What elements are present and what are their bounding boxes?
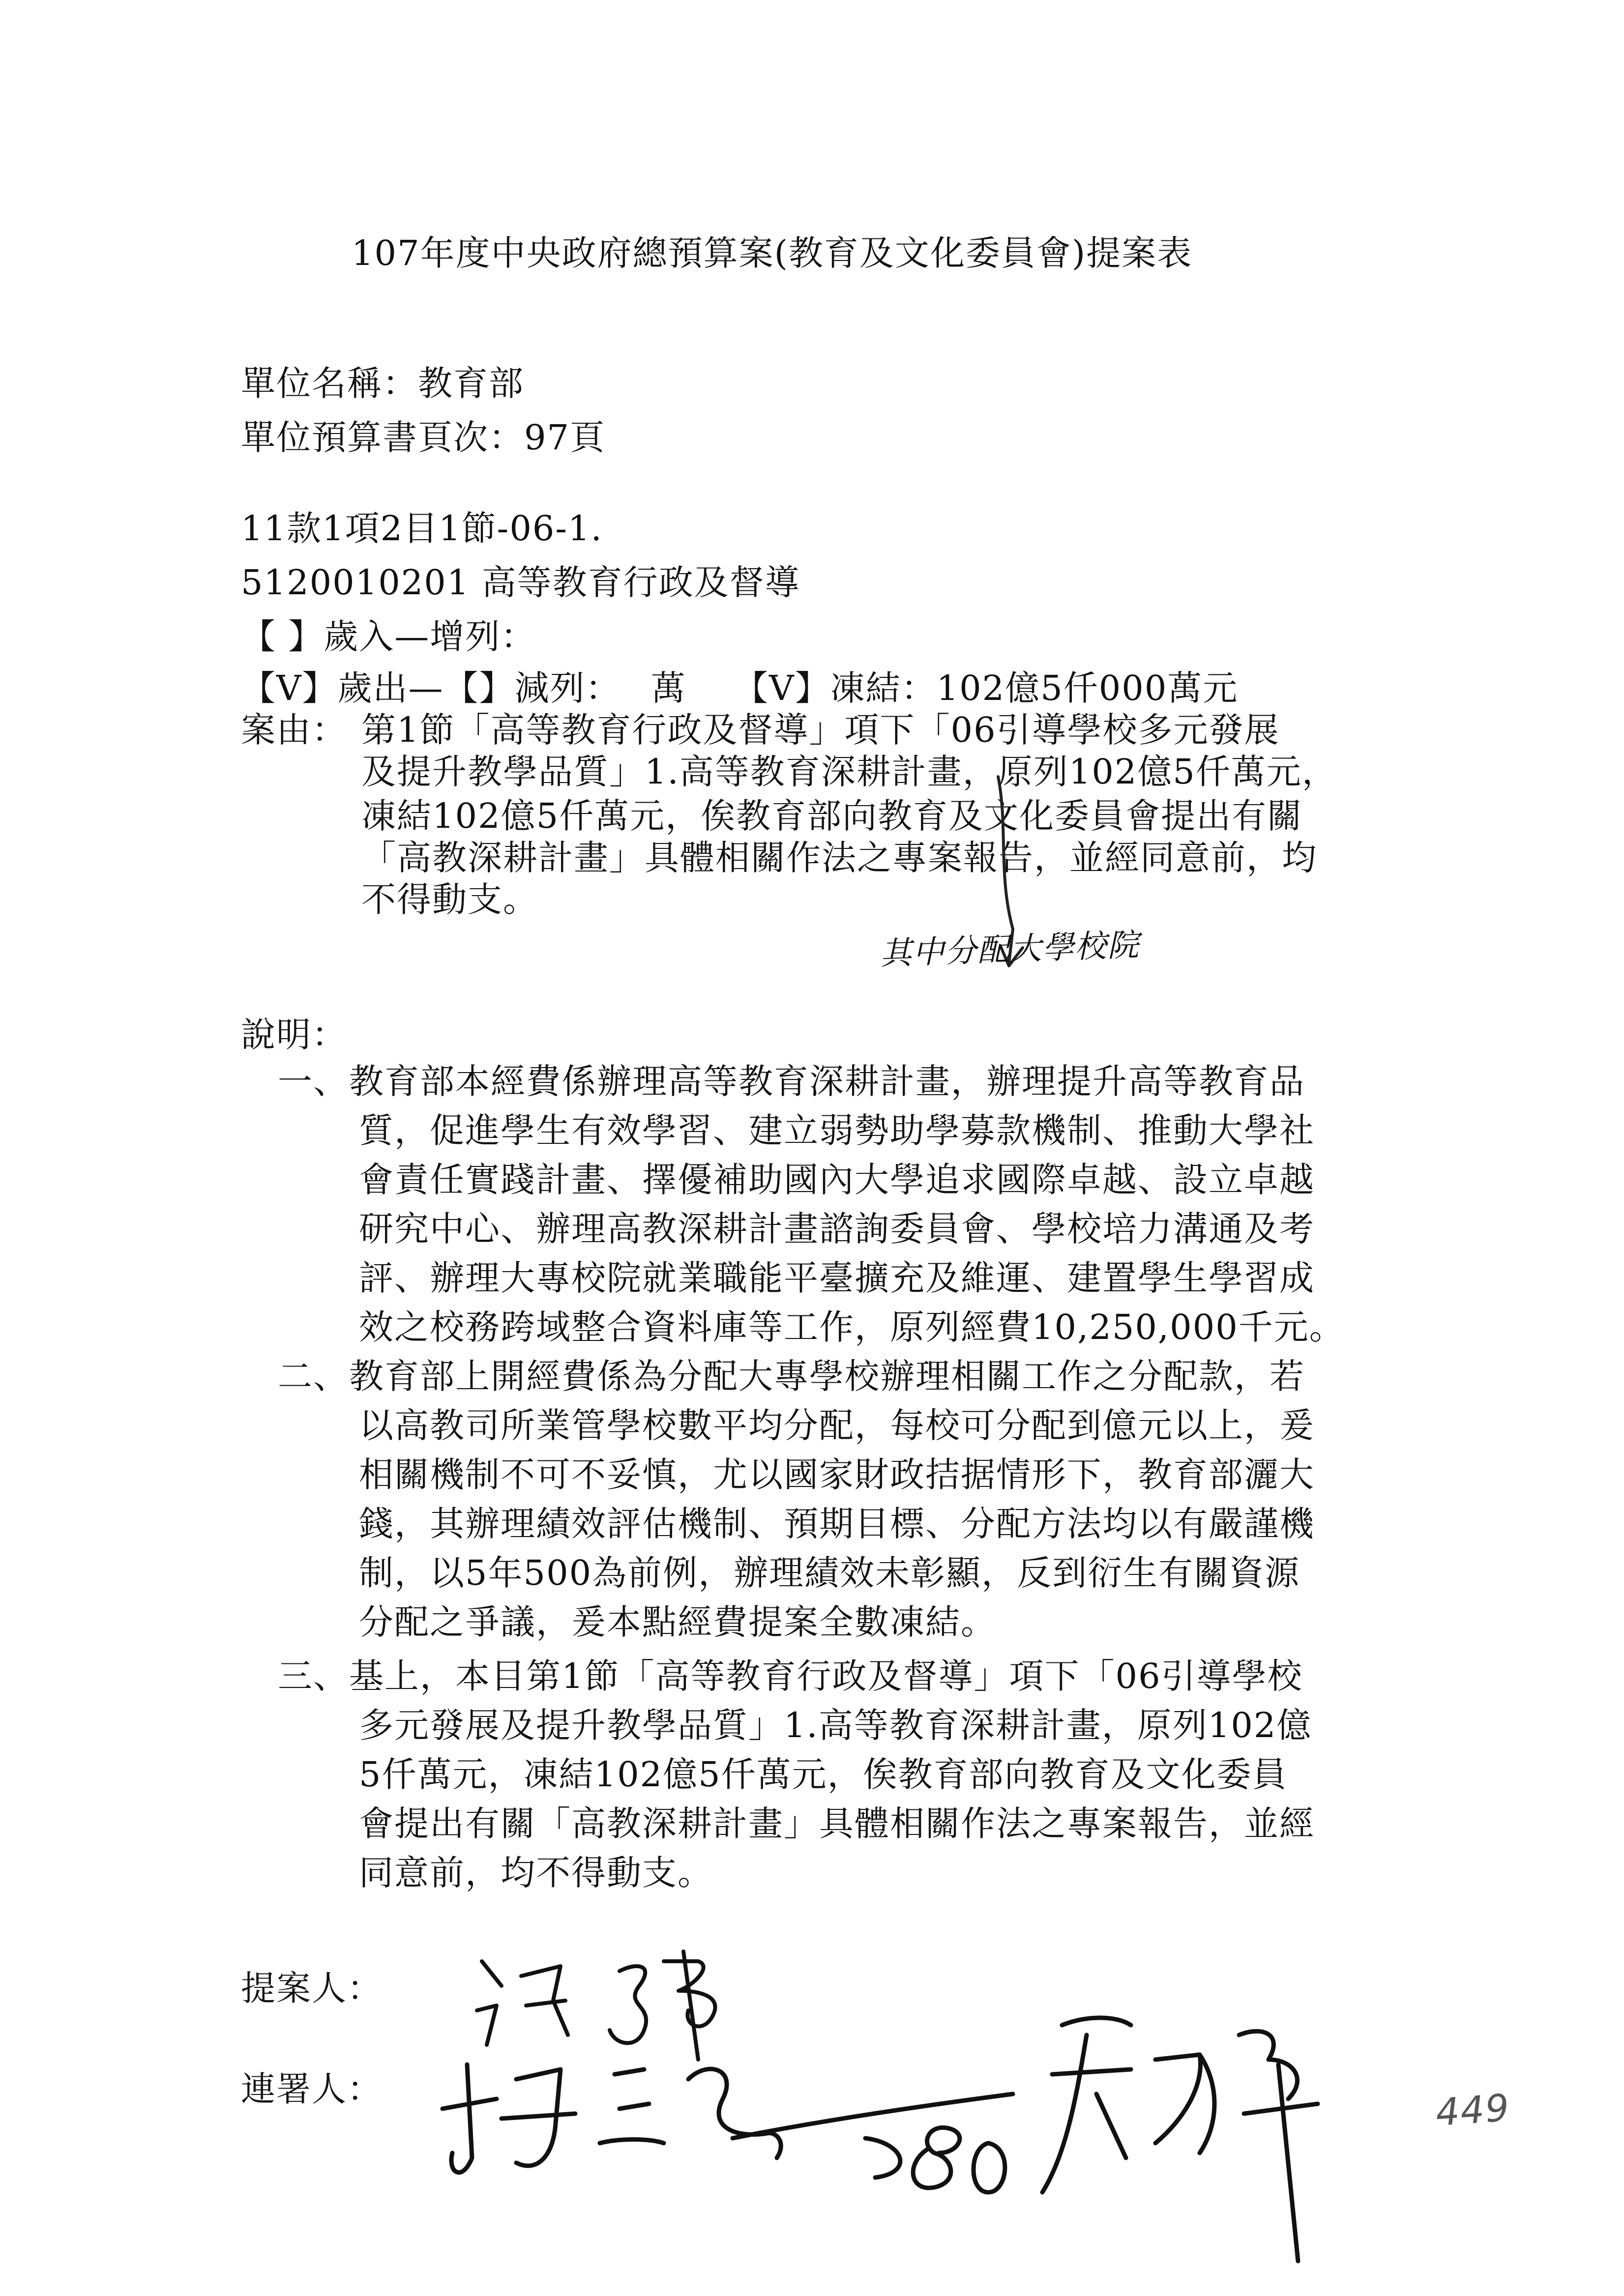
reason-line: 「高教深耕計畫」具體相關作法之專案報告，並經同意前，均 [361,838,1317,878]
item-line: 同意前，均不得動支。 [359,1853,713,1893]
handwritten-insertion: 其中分配大學校院 [879,927,1141,973]
item-line: 以高教司所業管學校數平均分配，每校可分配到億元以上，爰 [359,1405,1315,1446]
item-line: 會責任實踐計畫、擇優補助國內大學追求國際卓越、設立卓越 [359,1160,1315,1200]
reason-label: 案由： [241,710,347,750]
item-line: 研究中心、辦理高教深耕計畫諮詢委員會、學校培力溝通及考 [359,1209,1315,1249]
cosigner-signature [433,1996,1441,2291]
item-line: 多元發展及提升教學品質」1.高等教育深耕計畫，原列102億 [359,1705,1312,1745]
proposer-label: 提案人： [241,1968,383,2008]
item-number: 二、 [278,1356,349,1396]
expense-freeze-line: 【V】歲出—【】減列： 萬 【V】凍結：102億5仟000萬元 [241,668,1239,708]
reason-line: 不得動支。 [361,879,538,920]
revenue-line: 【 】歲入—增列： [241,616,536,657]
unit-name: 單位名稱：教育部 [241,363,524,404]
account-name: 5120010201 高等教育行政及督導 [241,562,800,603]
item-line: 評、辦理大專校院就業職能平臺擴充及維運、建置學生學習成 [359,1258,1315,1298]
document-title: 107年度中央政府總預算案(教育及文化委員會)提案表 [352,233,1193,273]
item-line: 會提出有關「高教深耕計畫」具體相關作法之專案報告，並經 [359,1803,1315,1844]
reason-line: 及提升教學品質」1.高等教育深耕計畫，原列102億5仟萬元， [361,752,1337,792]
item-line: 基上，本目第1節「高等教育行政及督導」項下「06引導學校 [349,1656,1303,1696]
item-line: 相關機制不可不妥慎，尤以國家財政拮据情形下，教育部灑大 [359,1454,1315,1495]
page-number: 449 [1434,2085,1511,2135]
item-number: 一、 [278,1061,349,1102]
item-line: 錢，其辦理績效評估機制、預期目標、分配方法均以有嚴謹機 [359,1504,1315,1544]
item-line: 教育部上開經費係為分配大專學校辦理相關工作之分配款，若 [349,1356,1305,1396]
explanation-label: 說明： [241,1015,347,1055]
reason-line: 第1節「高等教育行政及督導」項下「06引導學校多元發展 [361,710,1280,750]
item-line: 質，促進學生有效學習、建立弱勢助學募款機制、推動大學社 [359,1110,1315,1151]
item-line: 效之校務跨域整合資料庫等工作，原列經費10,250,000千元。 [359,1307,1345,1347]
reason-line: 凍結102億5仟萬元，俟教育部向教育及文化委員會提出有關 [361,796,1303,836]
unit-budget-page: 單位預算書頁次：97頁 [241,417,606,458]
item-line: 教育部本經費係辦理高等教育深耕計畫，辦理提升高等教育品 [349,1061,1305,1102]
item-line: 制，以5年500為前例，辦理績效未彰顯，反到衍生有關資源 [359,1553,1300,1593]
item-line: 5仟萬元，凍結102億5仟萬元，俟教育部向教育及文化委員 [359,1754,1288,1795]
item-number: 三、 [278,1656,349,1696]
account-code: 11款1項2目1節-06-1. [241,508,603,549]
cosigner-label: 連署人： [241,2069,383,2109]
item-line: 分配之爭議，爰本點經費提案全數凍結。 [359,1602,996,1642]
